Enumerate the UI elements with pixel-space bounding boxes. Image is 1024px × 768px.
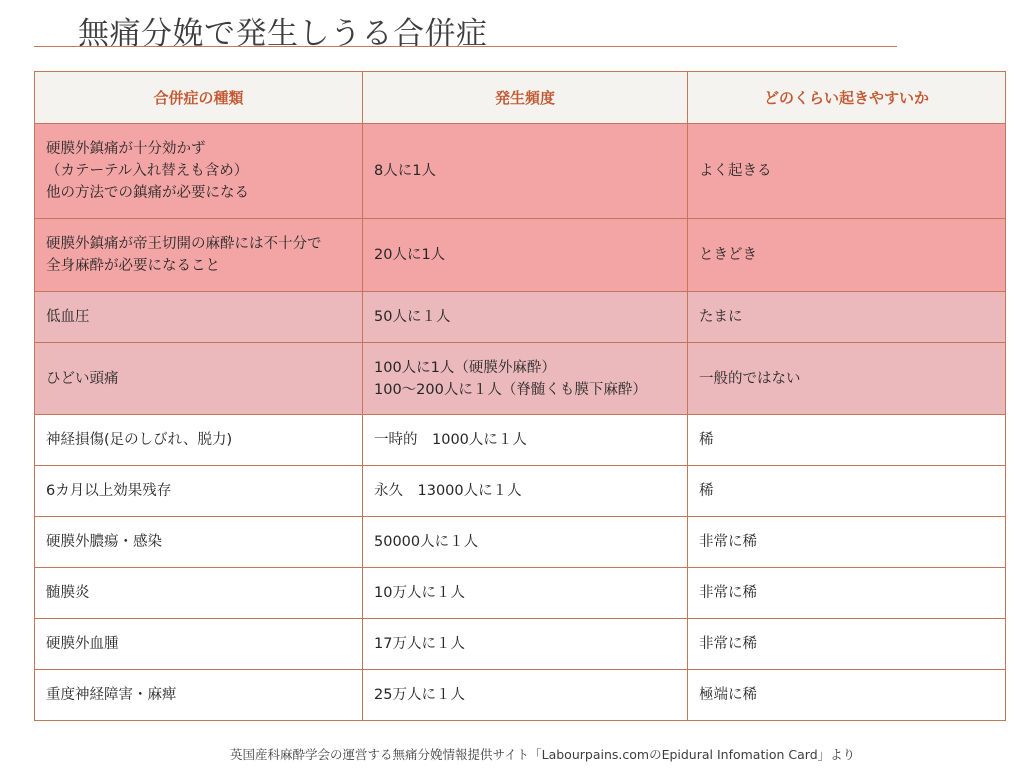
cell-line: 25万人に１人 [374, 687, 465, 703]
cell-line: （カテーテル入れ替えも含め） [46, 163, 249, 179]
frequency-cell [363, 343, 688, 415]
table-row [35, 292, 1006, 343]
table-row [35, 466, 1006, 517]
frequency-cell [363, 670, 688, 721]
complication-type-cell [35, 568, 363, 619]
cell-line: 17万人に１人 [374, 636, 465, 652]
frequency-cell [363, 415, 688, 466]
frequency-cell [363, 466, 688, 517]
header-frequency: 発生頻度 [363, 72, 688, 124]
cell-line: 重度神経障害・麻痺 [46, 687, 177, 703]
page-title: 無痛分娩で発生しうる合併症 [78, 16, 488, 52]
cell-line: 硬膜外膿瘍・感染 [46, 534, 162, 550]
likelihood-cell: 一般的ではない [688, 343, 1006, 415]
table-header-row [35, 72, 1006, 124]
complication-type-cell [35, 343, 363, 415]
frequency-cell [363, 517, 688, 568]
frequency-cell [363, 292, 688, 343]
complication-type-cell [35, 415, 363, 466]
likelihood-cell: 稀 [688, 466, 1006, 517]
cell-line: 10万人に１人 [374, 585, 465, 601]
table-row [35, 619, 1006, 670]
title-underline [34, 46, 897, 47]
complications-table [34, 71, 1006, 721]
cell-line: 6カ月以上効果残存 [46, 483, 172, 499]
table-row [35, 415, 1006, 466]
cell-line: 100〜200人に１人（脊髄くも膜下麻酔） [374, 381, 647, 398]
likelihood-cell: よく起きる [688, 124, 1006, 219]
header-likelihood: どのくらい起きやすいか [688, 72, 1006, 124]
complication-type-cell [35, 670, 363, 721]
cell-line: 20人に1人 [374, 247, 446, 263]
frequency-cell [363, 619, 688, 670]
table-row [35, 670, 1006, 721]
cell-line: 50000人に１人 [374, 534, 479, 550]
frequency-cell [363, 219, 688, 292]
table-row [35, 517, 1006, 568]
frequency-cell [363, 568, 688, 619]
source-footnote: 英国産科麻酔学会の運営する無痛分娩情報提供サイト「Labourpains.comのEpidural Infomation Card」より [230, 747, 856, 762]
cell-line: 50人に１人 [374, 309, 451, 325]
complication-type-cell [35, 619, 363, 670]
cell-line: 硬膜外鎮痛が帝王切開の麻酔には不十分で [46, 236, 322, 252]
complications-table-container [34, 71, 1005, 721]
cell-line: 低血圧 [46, 309, 90, 325]
cell-line: 神経損傷(足のしびれ、脱力) [46, 432, 233, 448]
cell-line: 他の方法での鎮痛が必要になる [46, 185, 249, 201]
frequency-cell [363, 124, 688, 219]
cell-line: ひどい頭痛 [46, 370, 119, 387]
likelihood-cell: 非常に稀 [688, 619, 1006, 670]
complication-type-cell [35, 517, 363, 568]
likelihood-cell: ときどき [688, 219, 1006, 292]
likelihood-cell: 非常に稀 [688, 568, 1006, 619]
cell-line: 100人に1人（硬膜外麻酔） [374, 359, 556, 376]
header-complication-type: 合併症の種類 [35, 72, 363, 124]
cell-line: 一時的 1000人に１人 [374, 432, 527, 448]
complication-type-cell [35, 219, 363, 292]
table-row [35, 219, 1006, 292]
cell-line: 8人に1人 [374, 163, 436, 179]
table-row [35, 343, 1006, 415]
cell-line: 硬膜外鎮痛が十分効かず [46, 141, 206, 157]
table-row [35, 124, 1006, 219]
complication-type-cell [35, 124, 363, 219]
likelihood-cell: 非常に稀 [688, 517, 1006, 568]
cell-line: 硬膜外血腫 [46, 636, 119, 652]
cell-line: 全身麻酔が必要になること [46, 258, 220, 274]
likelihood-cell: 稀 [688, 415, 1006, 466]
likelihood-cell: たまに [688, 292, 1006, 343]
complication-type-cell [35, 466, 363, 517]
cell-line: 永久 13000人に１人 [374, 483, 522, 499]
likelihood-cell: 極端に稀 [688, 670, 1006, 721]
cell-line: 髄膜炎 [46, 585, 90, 601]
table-row [35, 568, 1006, 619]
complication-type-cell [35, 292, 363, 343]
